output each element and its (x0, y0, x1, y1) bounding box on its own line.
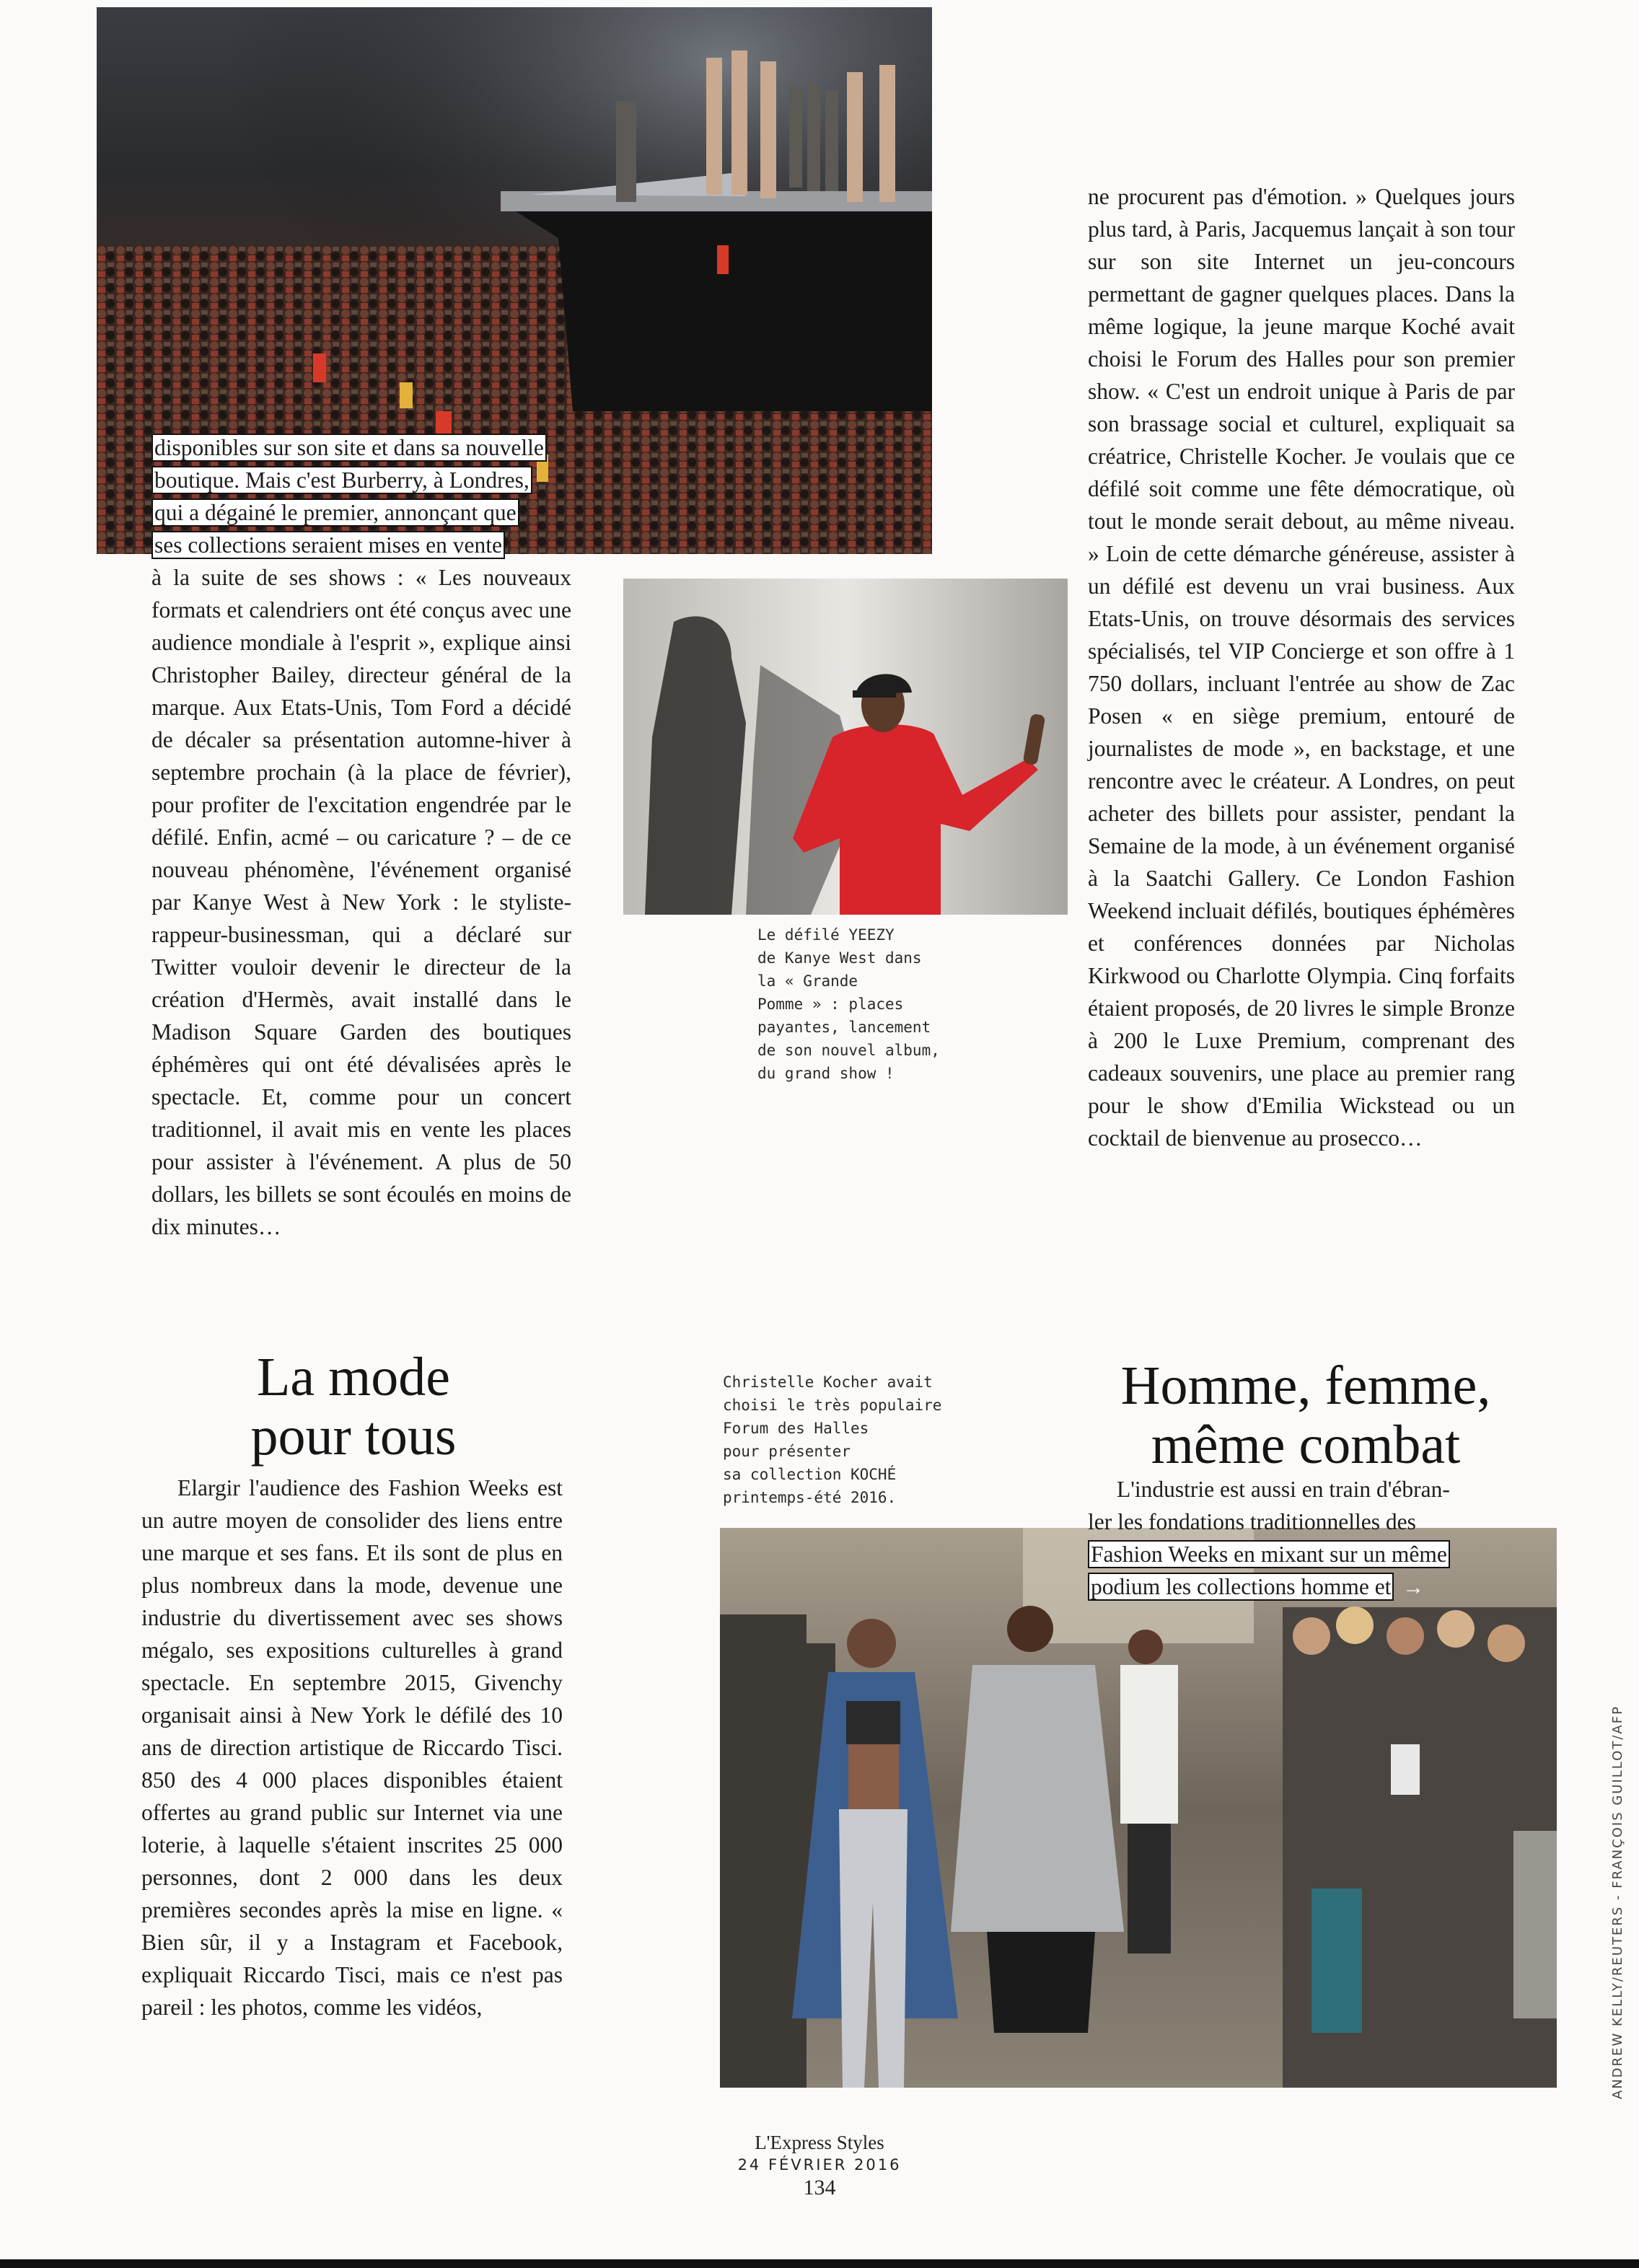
photo-koche-show (720, 1528, 1557, 2088)
section2-heading (1082, 1356, 1529, 1474)
photo-kanye-west-graphic (623, 579, 1068, 915)
section1-heading-line1: La mode (256, 1347, 450, 1407)
photo-credit: ANDREW KELLY/REUTERS - FRANÇOIS GUILLOT/AFP (1610, 1705, 1625, 2099)
scan-bottom-edge (0, 2259, 1639, 2268)
section2-highlighted-text (1089, 1538, 1551, 1604)
continue-arrow-icon: → (1402, 1575, 1425, 1599)
col1-body (151, 561, 571, 1243)
col3-paragraph: ne procurent pas d'émotion. » Quelques jours plus tard, à Paris, Jacquemus lançait à son tour sur son site Internet un jeu-concours permettant de gagner quelques places. Dans la même logique, la jeune marque Koché avait choisi le Forum des Halles pour son premier show. « C'est un endroit unique à Paris de par son brassage social et culturel, expliquait sa créatrice, Christelle Kocher. Je voulais que ce défilé soit comme une fête démocratique, où tout le monde serait debout, au même niveau. » Loin de cette démarche généreuse, assister à un défilé est devenu un vrai business. Aux Etats-Unis, on trouve désormais des services spécialisés, tel VIP Concierge et son offre à 1 750 dollars, incluant l'entrée au show de Zac Posen « en siège premium, entouré de journalistes de mode », en backstage, et une rencontre avec le créateur. A Londres, on peut acheter des billets pour assister, pendant la Semaine de la mode, à un événement organisé à la Saatchi Gallery. Ce London Fashion Weekend incluait défilés, boutiques éphémères et conférences données par Nicholas Kirkwood ou Charlotte Olympia. Cinq forfaits étaient proposés, de 20 livres le simple Bronze à 200 le Luxe Premium, comprenant des cadeaux souvenirs, une place au premier rang pour le show d'Emilia Wickstead ou un cocktail de bienvenue au prosecco… (1088, 184, 1515, 1151)
highlight-line: disponibles sur son site et dans sa nouvelle (154, 435, 544, 460)
highlight-line: Fashion Weeks en mixant sur un même (1091, 1542, 1447, 1567)
highlight-line: ses collections seraient mises en vente (154, 532, 502, 558)
section2-intro-line: L'industrie est aussi en train d'ébran- (1117, 1477, 1450, 1502)
caption-kanye: Le défilé YEEZY de Kanye West dans la « Grande Pomme » : places payantes, lancement de son nouvel album, du grand show ! (757, 926, 940, 1082)
photo-kanye-west (623, 579, 1068, 915)
col3-body (1088, 180, 1515, 1154)
footer (675, 2131, 964, 2200)
footer-date: 24 FÉVRIER 2016 (737, 2156, 902, 2174)
highlight-line: boutique. Mais c'est Burberry, à Londres, (154, 467, 530, 493)
section1-heading (144, 1348, 563, 1466)
section1-heading-line2: pour tous (250, 1406, 457, 1467)
section1-paragraph: Elargir l'audience des Fashion Weeks est un autre moyen de consolider des liens entre une marque et ses fans. Et ils sont de plus en plus nombreux dans la mode, devenue une industrie du divertissement avec ses shows mégalo, ses expositions culturelles à grand spectacle. En septembre 2015, Givenchy organisait ainsi à New York le défilé des 10 ans de direction artistique de Riccardo Tisci. 850 des 4 000 places disponibles étaient offertes au grand public sur Internet via une loterie, à laquelle s'étaient inscrites 25 000 personnes, dont 2 000 dans les deux premières secondes après la mise en ligne. « Bien sûr, il y a Instagram et Facebook, expliquait Riccardo Tisci, mais ce n'est pas pareil : les photos, comme les vidéos, (141, 1475, 563, 2020)
footer-magazine: L'Express Styles (755, 2132, 884, 2153)
highlight-line: podium les collections homme et (1091, 1574, 1392, 1599)
photo-koche-show-graphic (720, 1528, 1557, 2088)
section2-heading-line1: Homme, femme, (1120, 1355, 1491, 1416)
highlight-line: qui a dégainé le premier, annonçant que (154, 500, 517, 525)
section1-body (141, 1472, 563, 2023)
caption-koche: Christelle Kocher avait choisi le très populaire Forum des Halles pour présenter sa collection KOCHÉ printemps-été 2016. (723, 1373, 942, 1506)
section2-intro-line: ler les fondations traditionnelles des (1088, 1509, 1416, 1534)
col1-highlighted-text (153, 431, 579, 561)
section2-intro (1088, 1473, 1521, 1538)
col1-paragraph: à la suite de ses shows : « Les nouveaux formats et calendriers ont été conçus avec une audience mondiale à l'esprit », explique ainsi Christopher Bailey, directeur général de la marque. Aux Etats-Unis, Tom Ford a décidé de décaler sa présentation automne-hiver à septembre prochain (à la place de février), pour profiter de l'excitation engendrée par le défilé. Enfin, acmé – ou caricature ? – de ce nouveau phénomène, l'événement organisé par Kanye West à New York : le styliste-rappeur-businessman, qui a déclaré sur Twitter vouloir devenir le directeur de la création d'Hermès, avait installé dans le Madison Square Garden des boutiques éphémères qui ont été dévalisées après le spectacle. Et, comme pour un concert traditionnel, il avait mis en vente les places pour assister à l'événement. A plus de 50 dollars, les billets se sont écoulés en moins de dix minutes… (151, 565, 571, 1239)
page-number: 134 (803, 2176, 836, 2199)
section2-heading-line2: même combat (1151, 1415, 1461, 1475)
